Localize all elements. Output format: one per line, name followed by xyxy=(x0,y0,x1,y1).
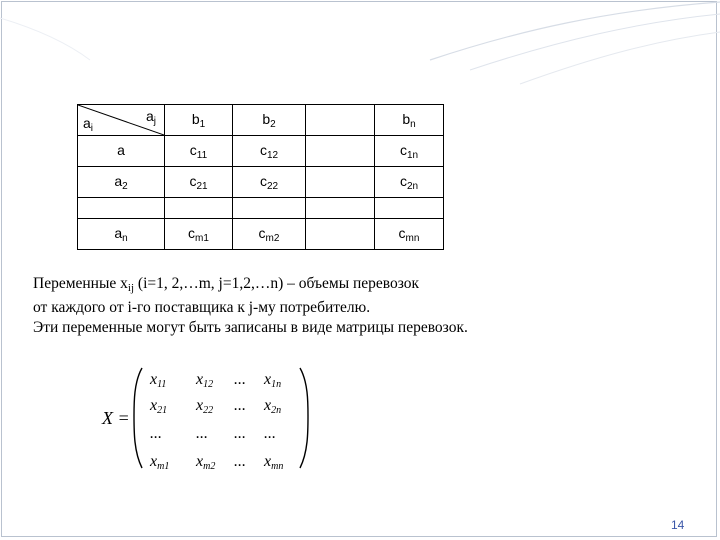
left-paren xyxy=(134,368,142,468)
matrix-cell: ... xyxy=(234,371,246,388)
table-cell: $c_{12}$ xyxy=(233,136,306,167)
table-row xyxy=(78,136,444,167)
matrix-cell: x22 xyxy=(196,397,214,416)
table-cell: $c_{21}$ xyxy=(165,167,233,198)
table-corner-cell: $a_i$ $a_j$ xyxy=(78,105,165,136)
table-cell: $c_{11}$ xyxy=(165,136,233,167)
table-cell: $c_{2n}$ xyxy=(375,167,444,198)
matrix-cell: x12 xyxy=(196,371,214,390)
matrix-cell: ... xyxy=(234,425,246,442)
matrix-cell: x21 xyxy=(150,397,168,416)
description-text xyxy=(33,274,468,338)
matrix-cells xyxy=(149,371,283,472)
table-row-label xyxy=(78,198,165,219)
table-row-label: $a_2$ xyxy=(78,167,165,198)
right-paren xyxy=(300,368,308,468)
text-line-3: Эти переменные могут быть записаны в виде матрицы перевозок. xyxy=(33,319,468,336)
matrix-cell: ... xyxy=(234,453,246,470)
table-cell: $c_{m1}$ xyxy=(165,219,233,250)
matrix-cell: xm2 xyxy=(196,453,216,472)
table-row-label: a xyxy=(78,136,165,167)
page-number: 14 xyxy=(671,518,685,532)
table-header-cell: $b_n$ xyxy=(375,105,444,136)
matrix-cell: xm1 xyxy=(150,453,170,472)
table-cell: $c_{m2}$ xyxy=(233,219,306,250)
table-cell xyxy=(233,198,306,219)
matrix-cell: ... xyxy=(150,425,162,442)
matrix-cell: xmn xyxy=(264,453,284,472)
matrix-cell: x1n xyxy=(264,371,282,390)
table-cell xyxy=(306,167,375,198)
matrix-cell: ... xyxy=(264,425,276,442)
table-cell xyxy=(375,198,444,219)
table-cell xyxy=(306,136,375,167)
table-row xyxy=(78,219,444,250)
table-row xyxy=(78,198,444,219)
matrix-cell: x11 xyxy=(150,371,167,390)
matrix-cell: x2n xyxy=(264,397,282,416)
matrix-cell: ... xyxy=(196,425,208,442)
table-cell: $c_{1n}$ xyxy=(375,136,444,167)
table-row xyxy=(78,167,444,198)
decorative-curves xyxy=(0,0,720,120)
table-cell: $c_{mn}$ xyxy=(375,219,444,250)
cost-table xyxy=(77,104,444,250)
matrix-lhs: X = xyxy=(102,408,130,428)
table-header-cell: $b_2$ xyxy=(233,105,306,136)
table-header-cell: $b_1$ xyxy=(165,105,233,136)
corner-left-label: a xyxy=(83,115,91,131)
corner-right-label: a xyxy=(145,108,154,124)
matrix-cell: ... xyxy=(234,397,246,414)
table-header-row xyxy=(78,105,444,136)
text-line-1: Переменные $x_{ij}$ (i=1, 2,…m, j=1,2,…n) – объемы перевозок xyxy=(33,275,420,294)
table-cell xyxy=(165,198,233,219)
table-cell xyxy=(306,198,375,219)
transport-matrix xyxy=(100,362,320,474)
table-cell: $c_{22}$ xyxy=(233,167,306,198)
table-row-label: $a_n$ xyxy=(78,219,165,250)
table-header-cell xyxy=(306,105,375,136)
table-cell xyxy=(306,219,375,250)
text-line-2: от каждого от i-го поставщика к j-му потребителю. xyxy=(33,299,371,316)
